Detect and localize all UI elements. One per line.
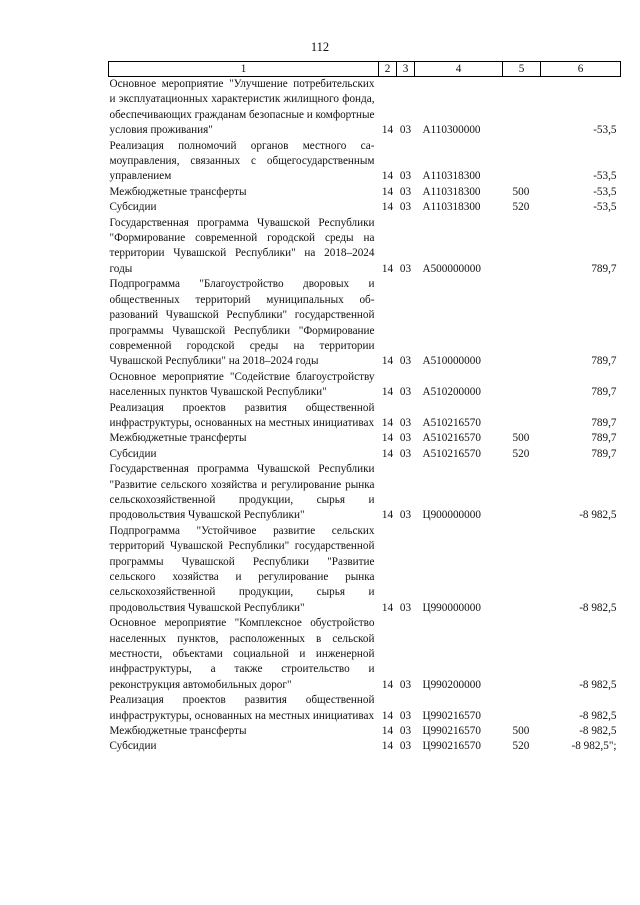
page-number: 112: [310, 40, 330, 54]
row-amount: -8 982,5: [579, 509, 617, 522]
row-target-article: Ц900000000: [422, 509, 481, 522]
table-row: [109, 277, 621, 369]
header-col-6: 6: [541, 62, 621, 77]
row-expense-type: [503, 462, 541, 524]
row-amount: -53,5: [593, 124, 617, 137]
row-name: Подпрограмма "Благоустройство дворовых и общественных территорий муниципальных образований Чувашской Республики" государственной программы Чувашской Республики "Формирование современной городской среды на территории Чувашской Республики" на 2018–2024 годы: [109, 278, 375, 368]
row-name: Межбюджетные трансферты: [109, 432, 247, 445]
table-row: [109, 401, 621, 432]
row-target-article: А110318300: [422, 201, 481, 214]
row-subsection: 03: [399, 601, 412, 614]
row-target-article: А500000000: [422, 262, 481, 275]
row-section: 14: [381, 509, 394, 522]
row-expense-type: [503, 401, 541, 432]
row-section: 14: [381, 432, 394, 445]
budget-table: [108, 61, 621, 755]
table-row: [109, 370, 621, 401]
row-name: Субсидии: [109, 447, 157, 460]
row-subsection: 03: [399, 709, 412, 722]
row-section: 14: [381, 170, 394, 183]
header-col-2: 2: [379, 62, 397, 77]
table-row: [109, 216, 621, 278]
row-amount: 789,7: [591, 386, 617, 399]
row-expense-type: [503, 216, 541, 278]
row-name: Межбюджетные трансферты: [109, 725, 247, 738]
row-amount: -8 982,5: [579, 601, 617, 614]
row-name: Подпрограмма "Устойчивое развитие сельских территорий Чувашской Республики" государственной программы Чувашской Республики "Развитие сельского хозяйства и регулирование рынка сельскохозяйственной продукции, сырья и продовольствия Чувашской Республики": [109, 524, 375, 614]
table-row: [109, 200, 621, 215]
row-target-article: Ц990000000: [422, 601, 481, 614]
row-subsection: 03: [399, 725, 412, 738]
row-expense-type: [503, 370, 541, 401]
row-section: 14: [381, 678, 394, 691]
row-section: 14: [381, 124, 394, 137]
table-row: [109, 462, 621, 524]
header-col-1: 1: [109, 62, 379, 77]
row-amount: 789,7: [591, 432, 617, 445]
row-expense-type: [503, 139, 541, 185]
row-expense-type: [503, 77, 541, 139]
row-name: Реализация полномочий органов местного самоуправления, связанных с общегосударственным управлением: [109, 139, 375, 183]
row-target-article: А510200000: [422, 386, 481, 399]
row-section: 14: [381, 601, 394, 614]
row-expense-type: [503, 693, 541, 724]
row-subsection: 03: [399, 262, 412, 275]
row-subsection: 03: [399, 170, 412, 183]
row-section: 14: [381, 740, 394, 753]
table-header-row: [109, 62, 621, 77]
row-subsection: 03: [399, 124, 412, 137]
row-amount: -8 982,5: [579, 678, 617, 691]
row-name: Основное мероприятие "Комплексное обустройство населенных пунктов, расположенных в сельской местности, объектами социальной и инженерной инфраструктуры, а также строительство и реконструкция автомобильных дорог": [109, 617, 375, 691]
row-subsection: 03: [399, 201, 412, 214]
table-row: [109, 139, 621, 185]
row-subsection: 03: [399, 185, 412, 198]
table-row: [109, 524, 621, 616]
row-name: Основное мероприятие "Содействие благоустройству населенных пунктов Чувашской Республики": [109, 370, 375, 399]
row-target-article: А510000000: [422, 355, 481, 368]
row-subsection: 03: [399, 386, 412, 399]
header-col-5: 5: [503, 62, 541, 77]
row-amount: 789,7: [591, 416, 617, 429]
table-row: [109, 185, 621, 200]
row-subsection: 03: [399, 509, 412, 522]
row-name: Государственная программа Чувашской Республики "Формирование современной городской среды на территории Чувашской Республики" на 2018–2024 годы: [109, 216, 375, 275]
row-target-article: А510216570: [422, 432, 481, 445]
row-section: 14: [381, 355, 394, 368]
row-expense-type: 500: [512, 185, 530, 198]
row-subsection: 03: [399, 740, 412, 753]
row-name: Субсидии: [109, 740, 157, 753]
table-row: [109, 616, 621, 693]
row-section: 14: [381, 709, 394, 722]
header-col-3: 3: [397, 62, 415, 77]
table-body: [109, 77, 621, 755]
row-section: 14: [381, 386, 394, 399]
row-expense-type: 520: [512, 740, 530, 753]
row-target-article: А110318300: [422, 185, 481, 198]
row-expense-type: 500: [512, 432, 530, 445]
row-amount: -53,5: [593, 201, 617, 214]
row-subsection: 03: [399, 447, 412, 460]
table-row: [109, 431, 621, 446]
row-name: Государственная программа Чувашской Республики "Развитие сельского хозяйства и регулирование рынка сельскохозяйственной продукции, сырья и продовольствия Чувашской Республики": [109, 463, 375, 522]
row-name: Основное мероприятие "Улучшение потребительских и эксплуатационных характеристик жилищного фонда, обеспечивающих гражданам безопасные и комфортные условия проживания": [109, 78, 375, 137]
row-target-article: А510216570: [422, 416, 481, 429]
row-expense-type: [503, 524, 541, 616]
table-row: [109, 739, 621, 754]
row-target-article: Ц990216570: [422, 709, 481, 722]
row-subsection: 03: [399, 678, 412, 691]
row-amount: -53,5: [593, 170, 617, 183]
row-amount: -8 982,5";: [571, 740, 617, 753]
row-subsection: 03: [399, 355, 412, 368]
row-section: 14: [381, 416, 394, 429]
row-name: Межбюджетные трансферты: [109, 185, 247, 198]
table-row: [109, 693, 621, 724]
row-name: Реализация проектов развития общественной инфраструктуры, основанных на местных инициативах: [109, 401, 375, 429]
row-expense-type: 520: [512, 447, 530, 460]
table-row: [109, 724, 621, 739]
row-expense-type: 520: [512, 201, 530, 214]
header-col-4: 4: [415, 62, 503, 77]
row-amount: -8 982,5: [579, 709, 617, 722]
row-section: 14: [381, 262, 394, 275]
row-section: 14: [381, 201, 394, 214]
row-section: 14: [381, 447, 394, 460]
row-expense-type: 500: [512, 725, 530, 738]
row-target-article: А110318300: [422, 170, 481, 183]
row-amount: 789,7: [591, 262, 617, 275]
row-target-article: Ц990216570: [422, 725, 481, 738]
row-name: Субсидии: [109, 201, 157, 214]
row-expense-type: [503, 616, 541, 693]
row-amount: 789,7: [591, 447, 617, 460]
table-row: [109, 77, 621, 139]
row-amount: -53,5: [593, 185, 617, 198]
row-amount: 789,7: [591, 355, 617, 368]
row-target-article: А110300000: [422, 124, 481, 137]
row-subsection: 03: [399, 416, 412, 429]
table-row: [109, 447, 621, 462]
row-section: 14: [381, 185, 394, 198]
row-target-article: А510216570: [422, 447, 481, 460]
row-target-article: Ц990216570: [422, 740, 481, 753]
row-name: Реализация проектов развития общественной инфраструктуры, основанных на местных инициативах: [109, 694, 375, 722]
row-expense-type: [503, 277, 541, 369]
row-section: 14: [381, 725, 394, 738]
row-target-article: Ц990200000: [422, 678, 481, 691]
row-subsection: 03: [399, 432, 412, 445]
row-amount: -8 982,5: [579, 725, 617, 738]
